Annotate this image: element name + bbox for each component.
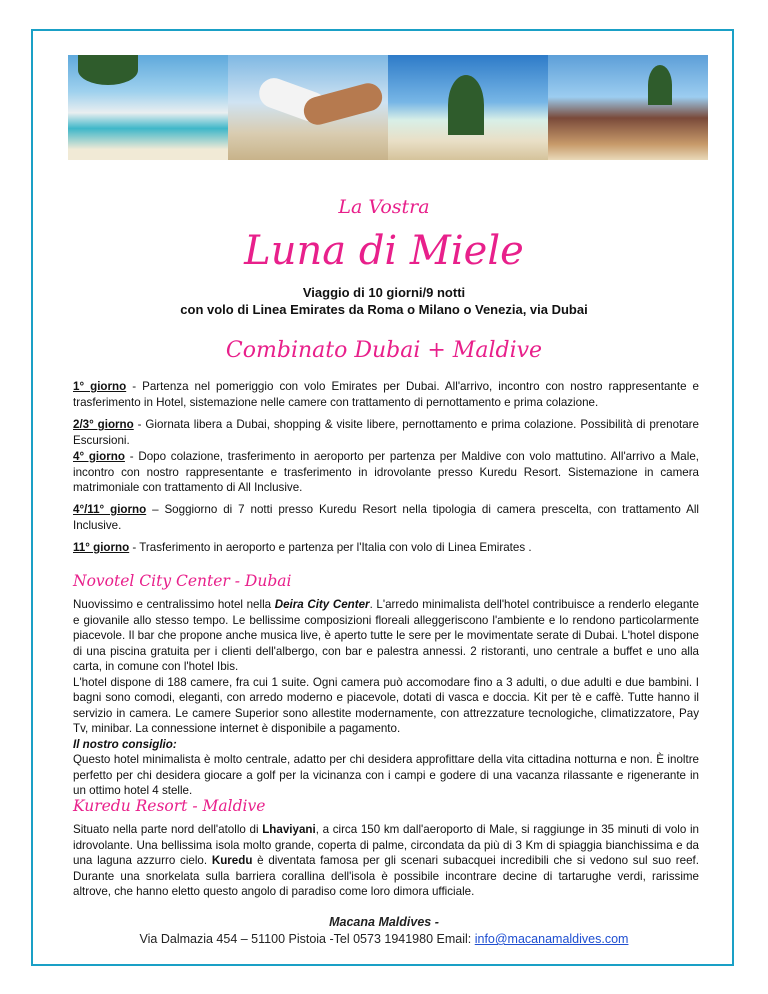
footer-contact	[0, 932, 768, 946]
footer-address: Via Dalmazia 454 – 51100 Pistoia -Tel 0573 1941980 Email:	[139, 932, 475, 946]
resort-name: Kuredu	[211, 854, 253, 867]
subtitle-duration: Viaggio di 10 giorni/9 notti	[302, 285, 466, 300]
novotel-description	[73, 597, 699, 799]
novotel-rooms: L'hotel dispone di 188 camere, fra cui 1 suite. Ogni camera può accomodare fino a 3 adulti, o due adulti e due bambini. I bagni sono comodi, eleganti, con arredo moderno e piacevole, dotati di vasca e doccia. Kit per tè e caffè. Tutte hanno il servizio in camera. Le camere Superior sono allestite modernamente, con attrezzature tecnologiche, climatizzatore, Pay Tv, minibar. La connessione internet è disponibile a pagamento.	[73, 675, 699, 735]
rocks-beach-photo	[548, 55, 708, 160]
day-text: - Trasferimento in aeroporto e partenza per l'Italia con volo di Linea Emirates .	[129, 541, 532, 554]
itinerary-day-4	[73, 449, 699, 496]
holding-hands-photo	[228, 55, 388, 160]
novotel-advice: Questo hotel minimalista è molto centrale, adatto per chi desidera approfittare della vita cittadina notturna e non. È inoltre perfetto per chi desidera giocare a golf per la vicinanza con i campi e godere di una vacanza rilassante e rigenerante in un ottimo hotel 4 stelle.	[73, 753, 699, 797]
text: Situato nella parte nord dell'atollo di	[73, 823, 263, 836]
kuredu-description	[73, 822, 699, 900]
hotel-location: Deira City Center	[274, 598, 370, 611]
day-text: - Dopo colazione, trasferimento in aeroporto per partenza per Maldive con volo mattutino. All'arrivo a Male, incontro con nostro rappresentante e trasferimento in idrovolante presso Kuredu Resort. Sistemazione in camera matrimoniale con trattamento di All Inclusive.	[73, 450, 699, 494]
text: . L'arredo minimalista dell'hotel contribuisce a renderlo elegante e giovanile allo stesso tempo. Le bellissime composizioni floreali alleggeriscono l'ambiente e lo rendono particolarmente piacevole. Il bar che propone anche musica live, è aperto tutte le sere per le movimentate serate di Dubai. L'hotel dispone di una piscina gratuita per i clienti dell'albergo, con bar e palestra annessi. 2 ristoranti, uno centrale a buffet e uno alla carta, in comune con l'hotel Ibis.	[73, 598, 699, 673]
email-link[interactable]: info@macanamaldives.com	[474, 932, 629, 946]
advice-label: Il nostro consiglio:	[73, 737, 177, 751]
atoll-name: Lhaviyani	[262, 823, 316, 836]
beach-photo	[68, 55, 228, 160]
itinerary-day-2-3	[73, 417, 699, 448]
itinerary-day-1	[73, 379, 699, 410]
day-text: – Soggiorno di 7 notti presso Kuredu Resort nella tipologia di camera prescelta, con trattamento All Inclusive.	[73, 503, 699, 532]
day-label: 4°/11° giorno	[73, 503, 147, 516]
day-label: 2/3° giorno	[73, 418, 134, 431]
header-photo-strip	[68, 55, 708, 160]
combo-title: Combinato Dubai + Maldive	[225, 338, 543, 363]
text: , a circa 150 km dall'aeroporto di Male, si raggiunge in 35 minuti di volo in idrovolante. Una bellissima isola molto grande, coperta di palme, circondata da più di 3 Km di spiaggia bianchissima e da una laguna azzurro cielo.	[73, 823, 699, 867]
itinerary-day-4-11	[73, 502, 699, 533]
title-line1: La Vostra	[338, 196, 430, 218]
footer-company: Macana Maldives -	[329, 915, 439, 929]
subtitle-flight: con volo di Linea Emirates da Roma o Milano o Venezia, via Dubai	[180, 302, 588, 317]
kuredu-heading: Kuredu Resort - Maldive	[73, 797, 266, 815]
text: è diventata famosa per gli scenari subacquei incredibili che si vedono sul suo reef. Durante una snorkelata sulla barriera corallina dell'isola è possibile incontrare decine di tartarughe verdi, rarissime altrove, che hanno eletto questo angolo di paradiso come loro dimora ufficiale.	[73, 854, 699, 898]
beach-hut-photo	[388, 55, 548, 160]
page-title: Luna di Miele	[244, 228, 524, 274]
day-label: 1° giorno	[73, 380, 127, 393]
text: Nuovissimo e centralissimo hotel nella	[73, 598, 275, 611]
novotel-heading: Novotel City Center - Dubai	[73, 572, 292, 590]
day-label: 11° giorno	[73, 541, 130, 554]
itinerary-day-11	[73, 540, 699, 556]
day-label: 4° giorno	[73, 450, 125, 463]
day-text: - Giornata libera a Dubai, shopping & visite libere, pernottamento e prima colazione. Possibilità di prenotare Escursioni.	[73, 418, 699, 447]
day-text: - Partenza nel pomeriggio con volo Emirates per Dubai. All'arrivo, incontro con nostro rappresentante e trasferimento in Hotel, sistemazione nelle camere con trattamento di pernottamento e prima colazione.	[73, 380, 699, 409]
